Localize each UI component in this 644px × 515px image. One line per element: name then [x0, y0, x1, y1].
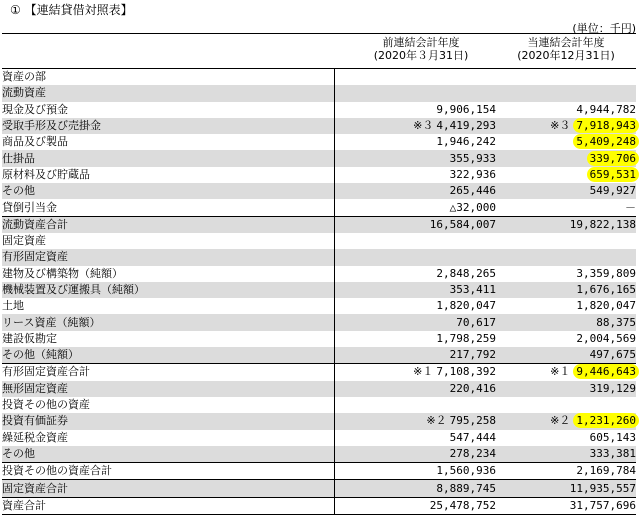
prev-value: 1,798,259: [436, 331, 496, 345]
row-label: 仕掛品: [2, 150, 334, 166]
row-label: 原材料及び貯蔵品: [2, 167, 334, 183]
table-row: [2, 233, 636, 249]
table-row: [2, 102, 636, 118]
row-label: 建設仮勘定: [2, 331, 334, 347]
table-row: [2, 216, 636, 233]
note-mark: ※１: [413, 365, 434, 379]
table-row: [2, 497, 636, 514]
prev-value: 265,446: [346, 183, 496, 199]
row-label: 資産合計: [2, 497, 334, 514]
prev-value: 9,906,154: [436, 102, 496, 116]
curr-value: 4,944,782: [576, 102, 636, 116]
row-label: 投資その他の資産合計: [2, 463, 334, 480]
table-row: [2, 364, 636, 381]
curr-value: 2,004,569: [576, 331, 636, 345]
row-label: 有形固定資産: [2, 249, 334, 265]
row-label: 現金及び預金: [2, 102, 334, 118]
row-label: 固定資産: [2, 233, 334, 249]
prev-value: 355,933: [346, 150, 496, 166]
table-row: [2, 85, 636, 101]
unit-label: (単位：千円): [572, 22, 636, 35]
row-label: 機械装置及び運搬具（純額）: [2, 282, 334, 298]
row-label: その他: [2, 183, 334, 199]
curr-value: 19,822,138: [496, 216, 636, 233]
table-row: [2, 463, 636, 480]
row-label: その他（純額）: [2, 347, 334, 364]
table-row: [2, 298, 636, 314]
prev-value: 217,792: [346, 347, 496, 364]
curr-value: 11,935,557: [496, 480, 636, 497]
table-row: [2, 266, 636, 282]
curr-value-highlighted: 1,231,260: [573, 413, 639, 428]
prev-value: 220,416: [346, 381, 496, 397]
header-prev-line1: 前連結会計年度: [382, 36, 460, 49]
row-label: 流動資産: [2, 85, 334, 101]
row-label: その他: [2, 446, 334, 463]
row-label: 土地: [2, 298, 334, 314]
curr-value: 319,129: [496, 381, 636, 397]
table-header-row: [2, 34, 636, 69]
row-label: 投資その他の資産: [2, 397, 334, 413]
curr-value-highlighted: 7,918,943: [573, 118, 639, 133]
table-row: [2, 183, 636, 199]
table-row: [2, 134, 636, 150]
prev-value: 547,444: [449, 430, 496, 444]
prev-value: 1,560,936: [346, 463, 496, 480]
note-mark: ※２: [550, 414, 571, 428]
table-row: [2, 150, 636, 166]
row-label: 固定資産合計: [2, 480, 334, 497]
row-label: 商品及び製品: [2, 134, 334, 150]
row-label: 資産の部: [2, 69, 334, 86]
prev-value: 16,584,007: [346, 216, 496, 233]
prev-value: 2,848,265: [436, 266, 496, 280]
note-mark: ※３: [550, 119, 571, 133]
balance-sheet-table: [2, 33, 636, 515]
note-mark: ※１: [550, 365, 571, 379]
table-row: [2, 381, 636, 397]
prev-value: 795,258: [449, 414, 496, 428]
curr-value: 3,359,809: [576, 266, 636, 280]
note-mark: ※３: [413, 119, 434, 133]
curr-value-highlighted: 659,531: [587, 167, 639, 182]
row-label: 有形固定資産合計: [2, 364, 334, 381]
prev-value: 1,946,242: [436, 135, 496, 149]
table-row: [2, 199, 636, 216]
table-row: [2, 347, 636, 364]
curr-value-highlighted: 339,706: [587, 151, 639, 166]
header-prev-period: [346, 34, 496, 69]
row-label: 繰延税金資産: [2, 430, 334, 446]
header-curr-line2: (2020年12月31日): [517, 49, 615, 62]
table-row: [2, 314, 636, 330]
table-row: [2, 167, 636, 183]
header-prev-line2: (2020年３月31日): [373, 49, 469, 62]
prev-value: △32,000: [346, 199, 496, 216]
curr-value: 31,757,696: [496, 497, 636, 514]
table-row: [2, 249, 636, 265]
curr-value: 2,169,784: [496, 463, 636, 480]
curr-value: 88,375: [496, 314, 636, 330]
header-curr-line1: 当連結会計年度: [527, 36, 605, 49]
curr-value: 333,381: [496, 446, 636, 463]
row-label: リース資産（純額）: [2, 314, 334, 330]
prev-value: 70,617: [346, 314, 496, 330]
curr-value: 605,143: [589, 430, 636, 444]
table-row: [2, 118, 636, 134]
row-label: 受取手形及び売掛金: [2, 118, 334, 134]
table-row: [2, 69, 636, 86]
row-label: 建物及び構築物（純額）: [2, 266, 334, 282]
curr-value-highlighted: 5,409,248: [573, 134, 639, 149]
row-label: 流動資産合計: [2, 216, 334, 233]
curr-value: 1,820,047: [576, 299, 636, 313]
prev-value: 1,820,047: [436, 299, 496, 313]
table-row: [2, 480, 636, 497]
curr-value-highlighted: 9,446,643: [573, 364, 639, 379]
row-label: 貸倒引当金: [2, 199, 334, 216]
prev-value: 278,234: [346, 446, 496, 463]
table-row: [2, 413, 636, 429]
curr-value: 1,676,165: [496, 282, 636, 298]
note-mark: ※２: [426, 414, 447, 428]
prev-value: 322,936: [449, 167, 496, 181]
curr-value: 497,675: [496, 347, 636, 364]
row-label: 投資有価証券: [2, 413, 334, 429]
section-title: ① 【連結貸借対照表】: [10, 3, 133, 17]
prev-value: 353,411: [346, 282, 496, 298]
prev-value: 7,108,392: [436, 365, 496, 379]
table-row: [2, 446, 636, 463]
table-row: [2, 282, 636, 298]
curr-value: 549,927: [496, 183, 636, 199]
prev-value: 25,478,752: [346, 497, 496, 514]
curr-value: －: [496, 199, 636, 216]
table-row: [2, 397, 636, 413]
header-curr-period: [496, 34, 636, 69]
prev-value: 8,889,745: [346, 480, 496, 497]
table-row: [2, 331, 636, 347]
row-label: 無形固定資産: [2, 381, 334, 397]
header-blank: [2, 34, 334, 69]
table-row: [2, 430, 636, 446]
prev-value: 4,419,293: [436, 119, 496, 133]
